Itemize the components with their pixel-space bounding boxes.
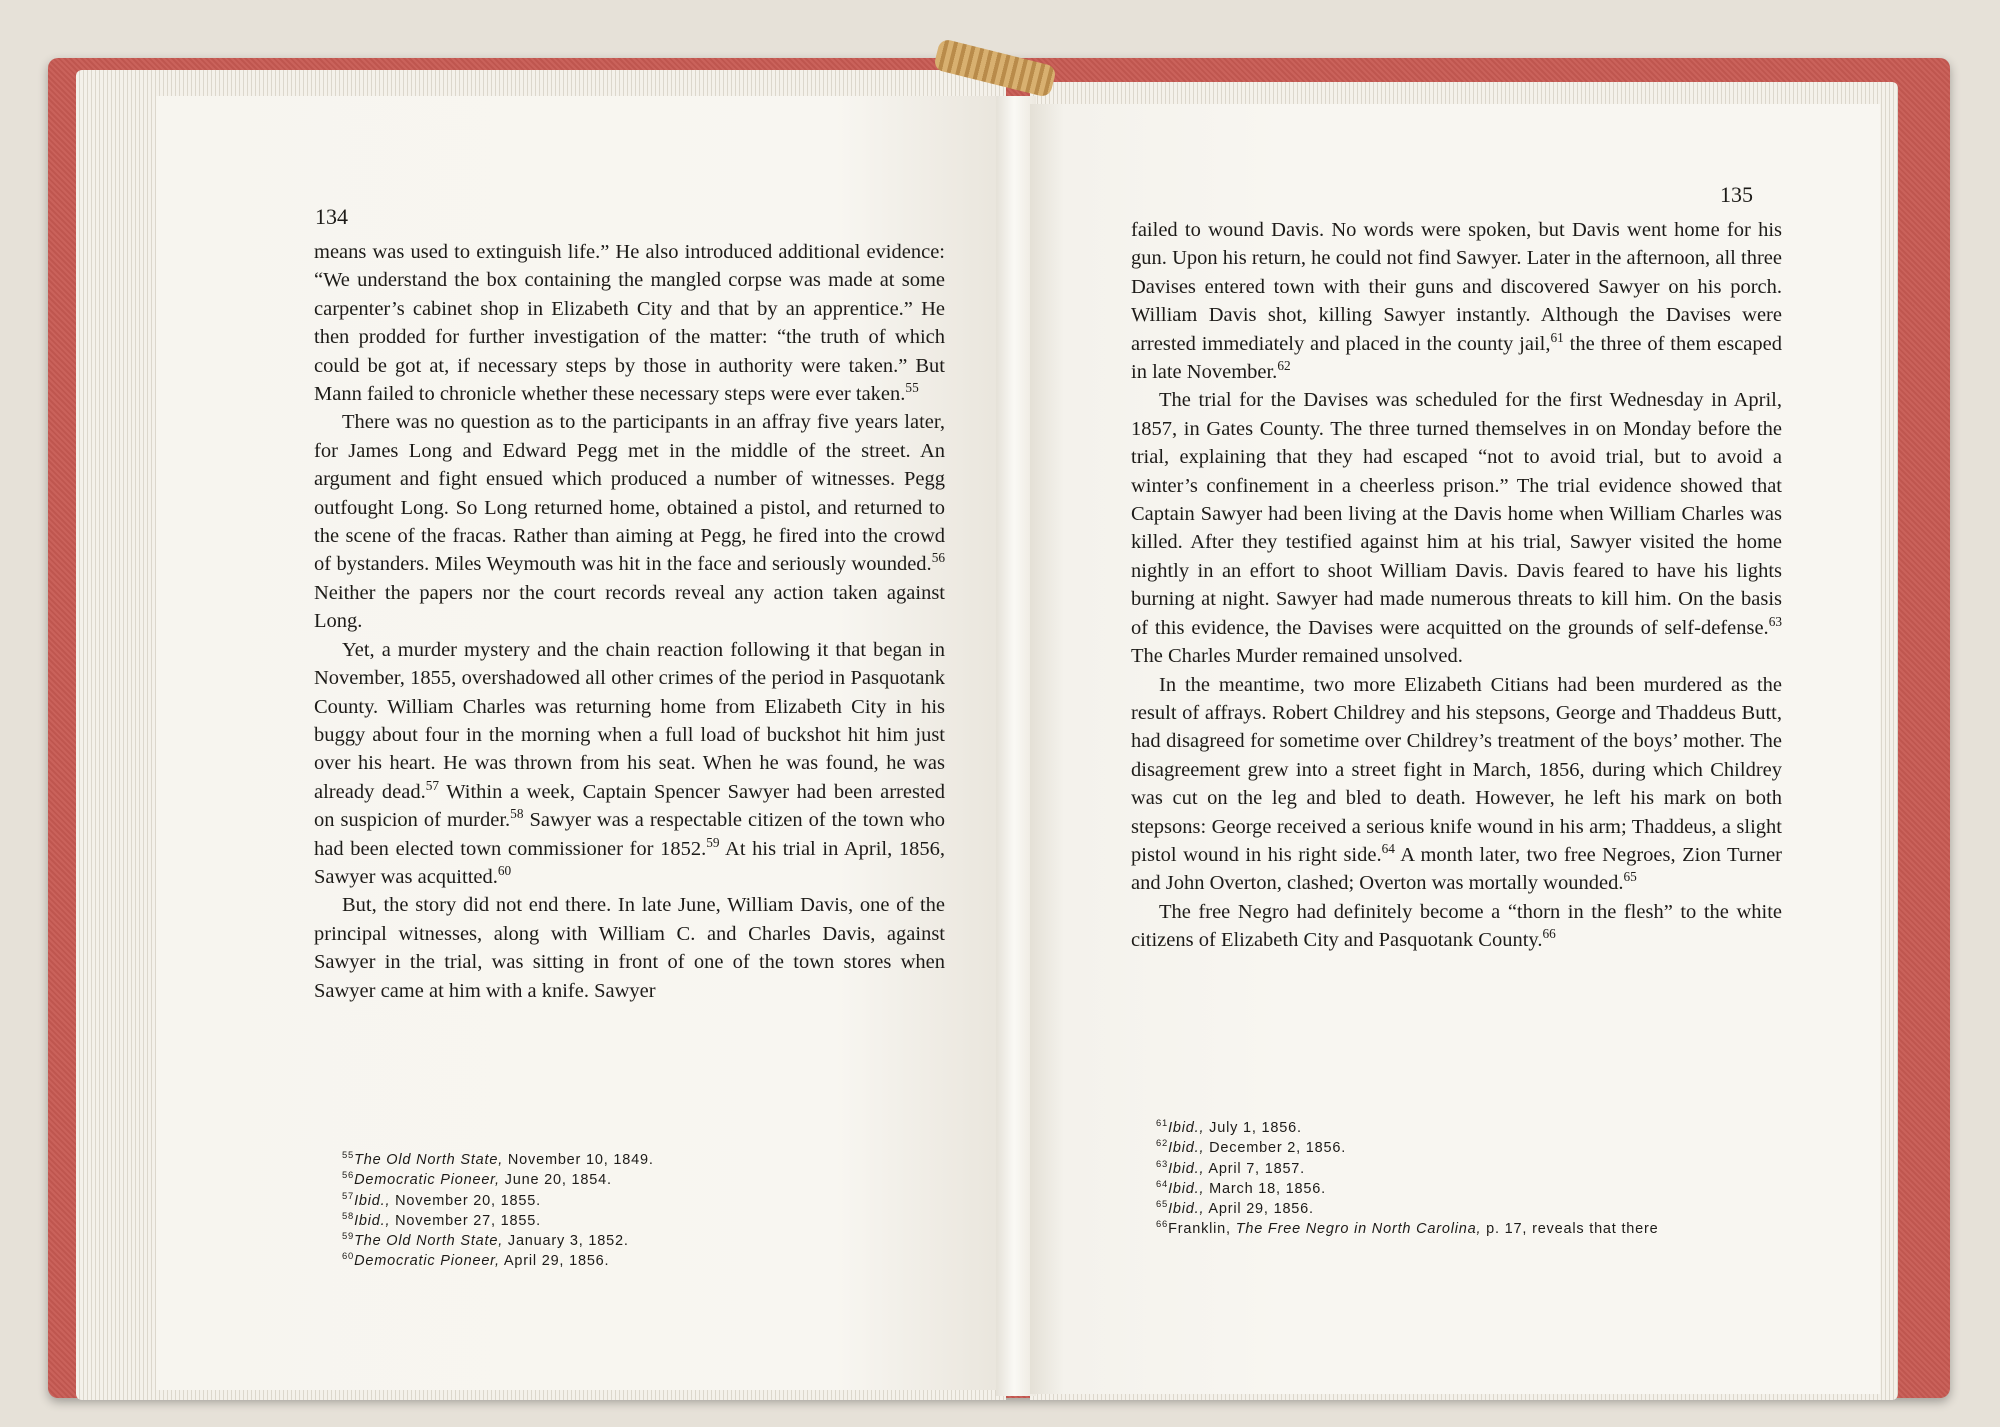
footnote: $^{66}$Franklin, The Free Negro in North Carolina, p. 17, reveals that there — [1156, 1218, 1659, 1238]
footnote: $^{57}$Ibid., November 20, 1855. — [342, 1189, 541, 1209]
page-number: 135 — [1720, 182, 1753, 207]
body-text — [314, 238, 945, 1005]
paragraph: But, the story did not end there. In late June, William Davis, one of the principal witnesses, along with William C. and Charles Davis, against Sawyer in the trial, was sitting in front of one of the town stores when Sawyer came at him with a knife. Sawyer — [314, 894, 945, 1002]
footnote-ref: 60 — [497, 863, 512, 879]
footnote: $^{62}$Ibid., December 2, 1856. — [1156, 1137, 1347, 1157]
footnote: $^{56}$Democratic Pioneer, June 20, 1854. — [342, 1169, 612, 1189]
footnote-ref: 62 — [1277, 358, 1291, 374]
footnotes — [1156, 1118, 1796, 1240]
footnote: $^{55}$The Old North State, November 10, 1849. — [342, 1149, 654, 1168]
footnotes — [342, 1150, 942, 1272]
footnote: $^{58}$Ibid., November 27, 1855. — [342, 1210, 541, 1229]
footnote-ref: 63 — [1768, 613, 1782, 629]
right-page — [1030, 104, 1880, 1394]
paragraph: The free Negro had definitely become a “thorn in the flesh” to the white citizens of Elizabeth City and Pasquotank County.$^{66}$ — [1131, 900, 1782, 952]
footnote: $^{63}$Ibid., April 7, 1857. — [1156, 1157, 1305, 1177]
body-text — [1131, 216, 1782, 955]
footnote: $^{64}$Ibid., March 18, 1856. — [1156, 1178, 1326, 1197]
paragraph: In the meantime, two more Elizabeth Citians had been murdered as the result of affrays. Robert Childrey and his stepsons, George and Thaddeus Butt, had disagreed for sometime over Childrey’s treatment of the boys’ mother. The disagreement grew into a street fight in March, 1856, during which Childrey was cut on the leg and bled to death. However, he left his mark on both stepsons: George received a serious knife wound in his arm; Thaddeus, a slight pistol wound in his right side.$^{64}$ A month later, two free Negroes, Zion Turner and John Overton, clashed; Overton was mortally wounded.$^{65}$ — [1131, 673, 1782, 895]
paragraph: failed to wound Davis. No words were spoken, but Davis went home for his gun. Upon his return, he could not find Sawyer. Later in the afternoon, all three Davises entered town with their guns and discovered Sawyer on his porch. William Davis shot, killing Sawyer instantly. Although the Davises were arrested immediately and placed in the county jail,$^{61}$ the three of them escaped in late November.$^{62}$ — [1131, 219, 1782, 384]
footnote-ref: 56 — [931, 550, 945, 566]
footnote-ref: 58 — [510, 806, 524, 822]
footnote-ref: 64 — [1381, 841, 1395, 857]
paragraph: means was used to extinguish life.” He also introduced additional evidence: “We understand the box containing the mangled corpse was made at some carpenter’s cabinet shop in Elizabeth City and that by an apprentice.” He then prodded for further investigation of the matter: “the truth of which could be got at, if necessary steps by those in authority were taken.” But Mann failed to chronicle whether these necessary steps were ever taken.$^{55}$ — [314, 241, 945, 406]
page-number: 134 — [315, 204, 348, 229]
paragraph: The trial for the Davises was scheduled for the first Wednesday in April, 1857, in Gates County. The three turned themselves in on Monday before the trial, explaining that they had escaped “not to avoid trial, but to avoid a winter’s confinement in a cheerless prison.” The trial evidence showed that Captain Sawyer had been living at the Davis home when William Charles was killed. After they testified against him at his trial, Sawyer visited the home nightly in an effort to shoot William Davis. Davis feared to have his lights burning at night. Sawyer had made numerous threats to kill him. On the basis of this evidence, the Davises were acquitted on the grounds of self-defense.$^{63}$ The Charles Murder remained unsolved. — [1131, 389, 1782, 668]
footnote-ref: 61 — [1550, 329, 1564, 345]
footnote: $^{65}$Ibid., April 29, 1856. — [1156, 1198, 1314, 1218]
footnote-ref: 59 — [706, 834, 720, 850]
left-page — [156, 96, 1006, 1390]
footnote: $^{60}$Democratic Pioneer, April 29, 1856. — [342, 1250, 610, 1270]
footnote-ref: 66 — [1542, 926, 1556, 942]
footnote: $^{59}$The Old North State, January 3, 1852. — [342, 1230, 629, 1250]
paragraph: There was no question as to the participants in an affray five years later, for James Long and Edward Pegg met in the middle of the street. An argument and fight ensued which produced a number of witnesses. Pegg outfought Long. So Long returned home, obtained a pistol, and returned to the scene of the fracas. Rather than aiming at Pegg, he fired into the crowd of bystanders. Miles Weymouth was hit in the face and seriously wounded.$^{56}$ Neither the papers nor the court records reveal any action taken against Long. — [314, 411, 945, 633]
paragraph: Yet, a murder mystery and the chain reaction following it that began in November, 1855, overshadowed all other crimes of the period in Pasquotank County. William Charles was returning home from Elizabeth City in his buggy about four in the morning when a full load of buckshot hit him just over his heart. He was thrown from his seat. When he was found, he was already dead.$^{57}$ Within a week, Captain Spencer Sawyer had been arrested on suspicion of murder.$^{58}$ Sawyer was a respectable citizen of the town who had been elected town commissioner for 1852.59 At his trial in April, 1856, Sawyer was acquitted.$^{60}$ — [314, 638, 945, 888]
footnote-ref: 57 — [425, 777, 440, 793]
footnote-ref: 65 — [1623, 869, 1637, 885]
footnote: $^{61}$Ibid., July 1, 1856. — [1156, 1117, 1302, 1136]
footnote-ref: 55 — [905, 380, 919, 396]
